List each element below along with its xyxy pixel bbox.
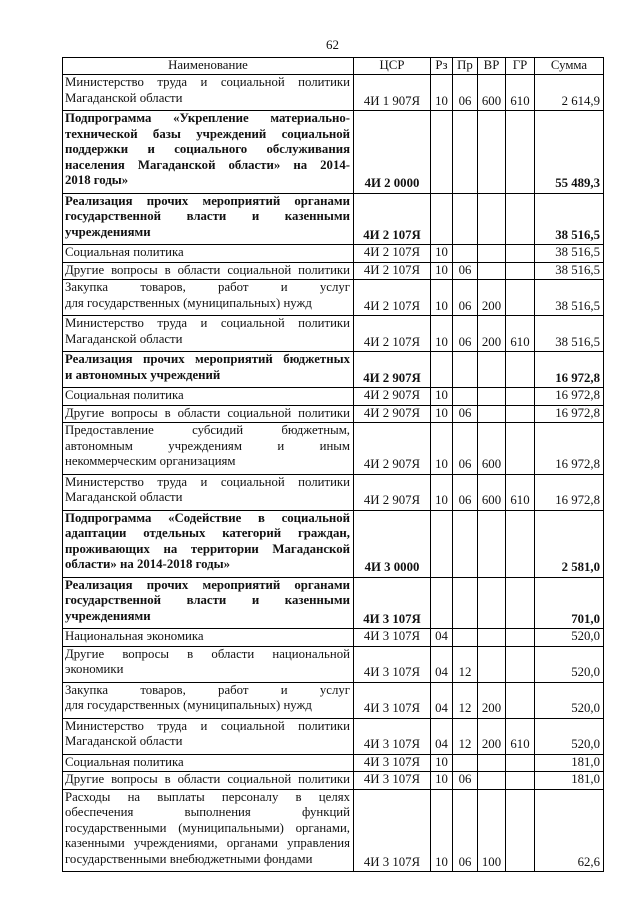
gr-cell bbox=[506, 111, 535, 194]
vr-cell bbox=[478, 577, 506, 629]
table-row bbox=[63, 262, 604, 280]
table-row bbox=[63, 474, 604, 510]
header-gr: ГР bbox=[506, 58, 535, 75]
sum-cell: 181,0 bbox=[535, 772, 604, 790]
csr-cell: 4И 2 907Я bbox=[354, 423, 431, 475]
row-name-line: Другие вопросы в области социальной политики bbox=[65, 405, 350, 420]
vr-cell bbox=[478, 754, 506, 772]
pr-cell: 06 bbox=[453, 789, 478, 872]
vr-cell bbox=[478, 629, 506, 647]
pr-cell bbox=[453, 754, 478, 772]
pr-cell: 12 bbox=[453, 646, 478, 682]
sum-cell: 38 516,5 bbox=[535, 280, 604, 316]
row-name-line: обеспечения выполнения функций bbox=[65, 805, 350, 819]
sum-cell: 520,0 bbox=[535, 646, 604, 682]
sum-cell: 16 972,8 bbox=[535, 405, 604, 423]
row-name-line: Подпрограмма «Укрепление материально- bbox=[65, 111, 350, 125]
csr-cell: 4И 2 907Я bbox=[354, 388, 431, 406]
pr-cell bbox=[453, 245, 478, 263]
table-row bbox=[63, 245, 604, 263]
rz-cell: 10 bbox=[431, 262, 453, 280]
vr-cell bbox=[478, 388, 506, 406]
gr-cell bbox=[506, 510, 535, 577]
page-number: 62 bbox=[326, 37, 339, 52]
gr-cell bbox=[506, 405, 535, 423]
vr-cell: 600 bbox=[478, 75, 506, 111]
row-name-line: Социальная политика bbox=[65, 388, 184, 402]
row-name-line: государственными внебюджетными фондами bbox=[65, 851, 313, 866]
vr-cell bbox=[478, 111, 506, 194]
header-csr: ЦСР bbox=[354, 58, 431, 75]
table-row bbox=[63, 388, 604, 406]
row-name-cell bbox=[63, 772, 354, 790]
header-name: Наименование bbox=[63, 58, 354, 75]
rz-cell: 10 bbox=[431, 789, 453, 872]
row-name-line: государственной власти и казенными bbox=[65, 209, 350, 223]
rz-cell: 04 bbox=[431, 718, 453, 754]
pr-cell: 06 bbox=[453, 280, 478, 316]
gr-cell bbox=[506, 789, 535, 872]
vr-cell: 200 bbox=[478, 682, 506, 718]
sum-cell: 38 516,5 bbox=[535, 316, 604, 352]
sum-cell: 181,0 bbox=[535, 754, 604, 772]
table-row bbox=[63, 629, 604, 647]
sum-cell: 701,0 bbox=[535, 577, 604, 629]
row-name-line: проживающих на территории Магаданской bbox=[65, 541, 350, 556]
row-name-cell bbox=[63, 316, 354, 352]
row-name-line: Социальная политика bbox=[65, 754, 184, 769]
gr-cell bbox=[506, 682, 535, 718]
row-name-line: для государственных (муниципальных) нужд bbox=[65, 295, 312, 310]
row-name-line: Расходы на выплаты персоналу в целях bbox=[65, 789, 350, 804]
row-name-line: Магаданской области bbox=[65, 734, 183, 748]
gr-cell bbox=[506, 280, 535, 316]
rz-cell bbox=[431, 193, 453, 245]
table-row bbox=[63, 718, 604, 754]
row-name-cell bbox=[63, 718, 354, 754]
sum-cell: 2 614,9 bbox=[535, 75, 604, 111]
rz-cell: 10 bbox=[431, 245, 453, 263]
rz-cell: 04 bbox=[431, 629, 453, 647]
table-row bbox=[63, 316, 604, 352]
row-name-line: экономики bbox=[65, 662, 124, 676]
csr-cell: 4И 3 107Я bbox=[354, 577, 431, 629]
row-name-line: Магаданской области bbox=[65, 331, 183, 346]
header-rz: Рз bbox=[431, 58, 453, 75]
pr-cell: 06 bbox=[453, 316, 478, 352]
rz-cell: 10 bbox=[431, 280, 453, 316]
row-name-line: казенными учреждениями, органами управления bbox=[65, 836, 350, 850]
pr-cell: 12 bbox=[453, 682, 478, 718]
sum-cell: 16 972,8 bbox=[535, 423, 604, 475]
vr-cell bbox=[478, 193, 506, 245]
row-name-cell bbox=[63, 646, 354, 682]
sum-cell: 520,0 bbox=[535, 682, 604, 718]
sum-cell: 38 516,5 bbox=[535, 262, 604, 280]
csr-cell: 4И 2 107Я bbox=[354, 245, 431, 263]
row-name-line: Реализация прочих мероприятий органами bbox=[65, 193, 350, 208]
row-name-line: Подпрограмма «Содействие в социальной bbox=[65, 510, 350, 525]
row-name-line: 2018 годы» bbox=[65, 173, 129, 187]
row-name-line: Другие вопросы в области национальной bbox=[65, 646, 350, 661]
csr-cell: 4И 2 107Я bbox=[354, 280, 431, 316]
row-name-cell bbox=[63, 474, 354, 510]
sum-cell: 38 516,5 bbox=[535, 245, 604, 263]
rz-cell: 10 bbox=[431, 474, 453, 510]
sum-cell: 520,0 bbox=[535, 718, 604, 754]
pr-cell bbox=[453, 111, 478, 194]
budget-table bbox=[62, 57, 604, 872]
table-row bbox=[63, 754, 604, 772]
row-name-cell bbox=[63, 245, 354, 263]
vr-cell: 600 bbox=[478, 423, 506, 475]
row-name-line: Другие вопросы в области социальной политики bbox=[65, 262, 350, 277]
table-row bbox=[63, 510, 604, 577]
row-name-cell bbox=[63, 682, 354, 718]
row-name-line: государственными (муниципальными) органами, bbox=[65, 820, 350, 835]
csr-cell: 4И 3 107Я bbox=[354, 682, 431, 718]
row-name-cell bbox=[63, 405, 354, 423]
rz-cell: 10 bbox=[431, 772, 453, 790]
csr-cell: 4И 3 107Я bbox=[354, 646, 431, 682]
row-name-cell bbox=[63, 111, 354, 194]
table-header bbox=[63, 58, 604, 75]
vr-cell bbox=[478, 405, 506, 423]
gr-cell bbox=[506, 754, 535, 772]
row-name-line: автономным учреждениям и иным bbox=[65, 438, 350, 453]
row-name-line: Реализация прочих мероприятий органами bbox=[65, 577, 350, 592]
vr-cell bbox=[478, 772, 506, 790]
table-body bbox=[63, 75, 604, 872]
csr-cell: 4И 3 107Я bbox=[354, 772, 431, 790]
gr-cell bbox=[506, 772, 535, 790]
rz-cell: 10 bbox=[431, 75, 453, 111]
row-name-line: государственной власти и казенными bbox=[65, 593, 350, 607]
csr-cell: 4И 1 907Я bbox=[354, 75, 431, 111]
csr-cell: 4И 2 907Я bbox=[354, 405, 431, 423]
row-name-line: Министерство труда и социальной политики bbox=[65, 718, 350, 733]
sum-cell: 2 581,0 bbox=[535, 510, 604, 577]
row-name-line: Другие вопросы в области социальной политики bbox=[65, 772, 350, 786]
header-row bbox=[63, 58, 604, 75]
row-name-line: и автономных учреждений bbox=[65, 367, 221, 382]
gr-cell bbox=[506, 577, 535, 629]
row-name-line: для государственных (муниципальных) нужд bbox=[65, 698, 312, 712]
table-row bbox=[63, 75, 604, 111]
pr-cell: 12 bbox=[453, 718, 478, 754]
row-name-cell bbox=[63, 423, 354, 475]
row-name-cell bbox=[63, 352, 354, 388]
rz-cell bbox=[431, 510, 453, 577]
sum-cell: 55 489,3 bbox=[535, 111, 604, 194]
gr-cell bbox=[506, 423, 535, 475]
header-vr: ВР bbox=[478, 58, 506, 75]
table-row bbox=[63, 111, 604, 194]
vr-cell: 600 bbox=[478, 474, 506, 510]
row-name-line: некоммерческим организациям bbox=[65, 454, 236, 468]
table-row bbox=[63, 577, 604, 629]
row-name-cell bbox=[63, 789, 354, 872]
gr-cell: 610 bbox=[506, 474, 535, 510]
table-row bbox=[63, 352, 604, 388]
sum-cell: 520,0 bbox=[535, 629, 604, 647]
csr-cell: 4И 3 107Я bbox=[354, 754, 431, 772]
row-name-line: учреждениями bbox=[65, 608, 151, 623]
row-name-line: поддержки и социального обслуживания bbox=[65, 142, 350, 156]
rz-cell: 04 bbox=[431, 646, 453, 682]
vr-cell: 100 bbox=[478, 789, 506, 872]
rz-cell: 10 bbox=[431, 754, 453, 772]
row-name-line: технической базы учреждений социальной bbox=[65, 126, 350, 141]
row-name-line: Министерство труда и социальной политики bbox=[65, 316, 350, 330]
pr-cell bbox=[453, 577, 478, 629]
pr-cell bbox=[453, 193, 478, 245]
pr-cell bbox=[453, 510, 478, 577]
row-name-cell bbox=[63, 280, 354, 316]
vr-cell bbox=[478, 510, 506, 577]
rz-cell: 10 bbox=[431, 388, 453, 406]
table-row bbox=[63, 682, 604, 718]
row-name-cell bbox=[63, 754, 354, 772]
gr-cell bbox=[506, 245, 535, 263]
vr-cell bbox=[478, 646, 506, 682]
gr-cell: 610 bbox=[506, 316, 535, 352]
gr-cell bbox=[506, 629, 535, 647]
table-row bbox=[63, 772, 604, 790]
gr-cell bbox=[506, 193, 535, 245]
rz-cell bbox=[431, 577, 453, 629]
csr-cell: 4И 3 0000 bbox=[354, 510, 431, 577]
vr-cell: 200 bbox=[478, 280, 506, 316]
sum-cell: 16 972,8 bbox=[535, 474, 604, 510]
row-name-line: Магаданской области bbox=[65, 90, 183, 105]
gr-cell bbox=[506, 646, 535, 682]
rz-cell: 10 bbox=[431, 316, 453, 352]
sum-cell: 62,6 bbox=[535, 789, 604, 872]
table-row bbox=[63, 789, 604, 872]
row-name-line: Реализация прочих мероприятий бюджетных bbox=[65, 352, 350, 366]
row-name-line: Министерство труда и социальной политики bbox=[65, 75, 350, 89]
pr-cell: 06 bbox=[453, 474, 478, 510]
gr-cell: 610 bbox=[506, 718, 535, 754]
row-name-line: Закупка товаров, работ и услуг bbox=[65, 280, 350, 294]
row-name-cell bbox=[63, 510, 354, 577]
rz-cell: 04 bbox=[431, 682, 453, 718]
row-name-line: Магаданской области bbox=[65, 490, 183, 504]
sum-cell: 38 516,5 bbox=[535, 193, 604, 245]
csr-cell: 4И 2 907Я bbox=[354, 474, 431, 510]
vr-cell bbox=[478, 262, 506, 280]
vr-cell: 200 bbox=[478, 718, 506, 754]
csr-cell: 4И 2 107Я bbox=[354, 262, 431, 280]
row-name-cell bbox=[63, 75, 354, 111]
pr-cell bbox=[453, 629, 478, 647]
row-name-cell bbox=[63, 388, 354, 406]
pr-cell: 06 bbox=[453, 262, 478, 280]
rz-cell: 10 bbox=[431, 405, 453, 423]
row-name-line: населения Магаданской области» на 2014- bbox=[65, 157, 350, 172]
row-name-cell bbox=[63, 262, 354, 280]
row-name-line: области» на 2014-2018 годы» bbox=[65, 557, 230, 571]
csr-cell: 4И 2 107Я bbox=[354, 193, 431, 245]
gr-cell bbox=[506, 262, 535, 280]
vr-cell bbox=[478, 352, 506, 388]
sum-cell: 16 972,8 bbox=[535, 388, 604, 406]
table-row bbox=[63, 193, 604, 245]
pr-cell: 06 bbox=[453, 405, 478, 423]
csr-cell: 4И 3 107Я bbox=[354, 718, 431, 754]
csr-cell: 4И 2 907Я bbox=[354, 352, 431, 388]
row-name-line: Национальная экономика bbox=[65, 629, 204, 643]
pr-cell: 06 bbox=[453, 75, 478, 111]
gr-cell: 610 bbox=[506, 75, 535, 111]
row-name-line: Закупка товаров, работ и услуг bbox=[65, 682, 350, 697]
rz-cell bbox=[431, 352, 453, 388]
row-name-cell bbox=[63, 577, 354, 629]
pr-cell bbox=[453, 352, 478, 388]
row-name-line: Предоставление субсидий бюджетным, bbox=[65, 423, 350, 437]
row-name-cell bbox=[63, 193, 354, 245]
pr-cell: 06 bbox=[453, 772, 478, 790]
gr-cell bbox=[506, 352, 535, 388]
pr-cell: 06 bbox=[453, 423, 478, 475]
row-name-line: Социальная политика bbox=[65, 245, 184, 259]
csr-cell: 4И 2 107Я bbox=[354, 316, 431, 352]
gr-cell bbox=[506, 388, 535, 406]
csr-cell: 4И 3 107Я bbox=[354, 789, 431, 872]
sum-cell: 16 972,8 bbox=[535, 352, 604, 388]
rz-cell bbox=[431, 111, 453, 194]
header-pr: Пр bbox=[453, 58, 478, 75]
pr-cell bbox=[453, 388, 478, 406]
csr-cell: 4И 2 0000 bbox=[354, 111, 431, 194]
row-name-line: адаптации отдельных категорий граждан, bbox=[65, 526, 350, 540]
table-row bbox=[63, 280, 604, 316]
csr-cell: 4И 3 107Я bbox=[354, 629, 431, 647]
table-row bbox=[63, 646, 604, 682]
vr-cell bbox=[478, 245, 506, 263]
row-name-cell bbox=[63, 629, 354, 647]
table-row bbox=[63, 423, 604, 475]
vr-cell: 200 bbox=[478, 316, 506, 352]
row-name-line: Министерство труда и социальной политики bbox=[65, 474, 350, 489]
rz-cell: 10 bbox=[431, 423, 453, 475]
row-name-line: учреждениями bbox=[65, 224, 151, 239]
table-row bbox=[63, 405, 604, 423]
header-sum: Сумма bbox=[535, 58, 604, 75]
